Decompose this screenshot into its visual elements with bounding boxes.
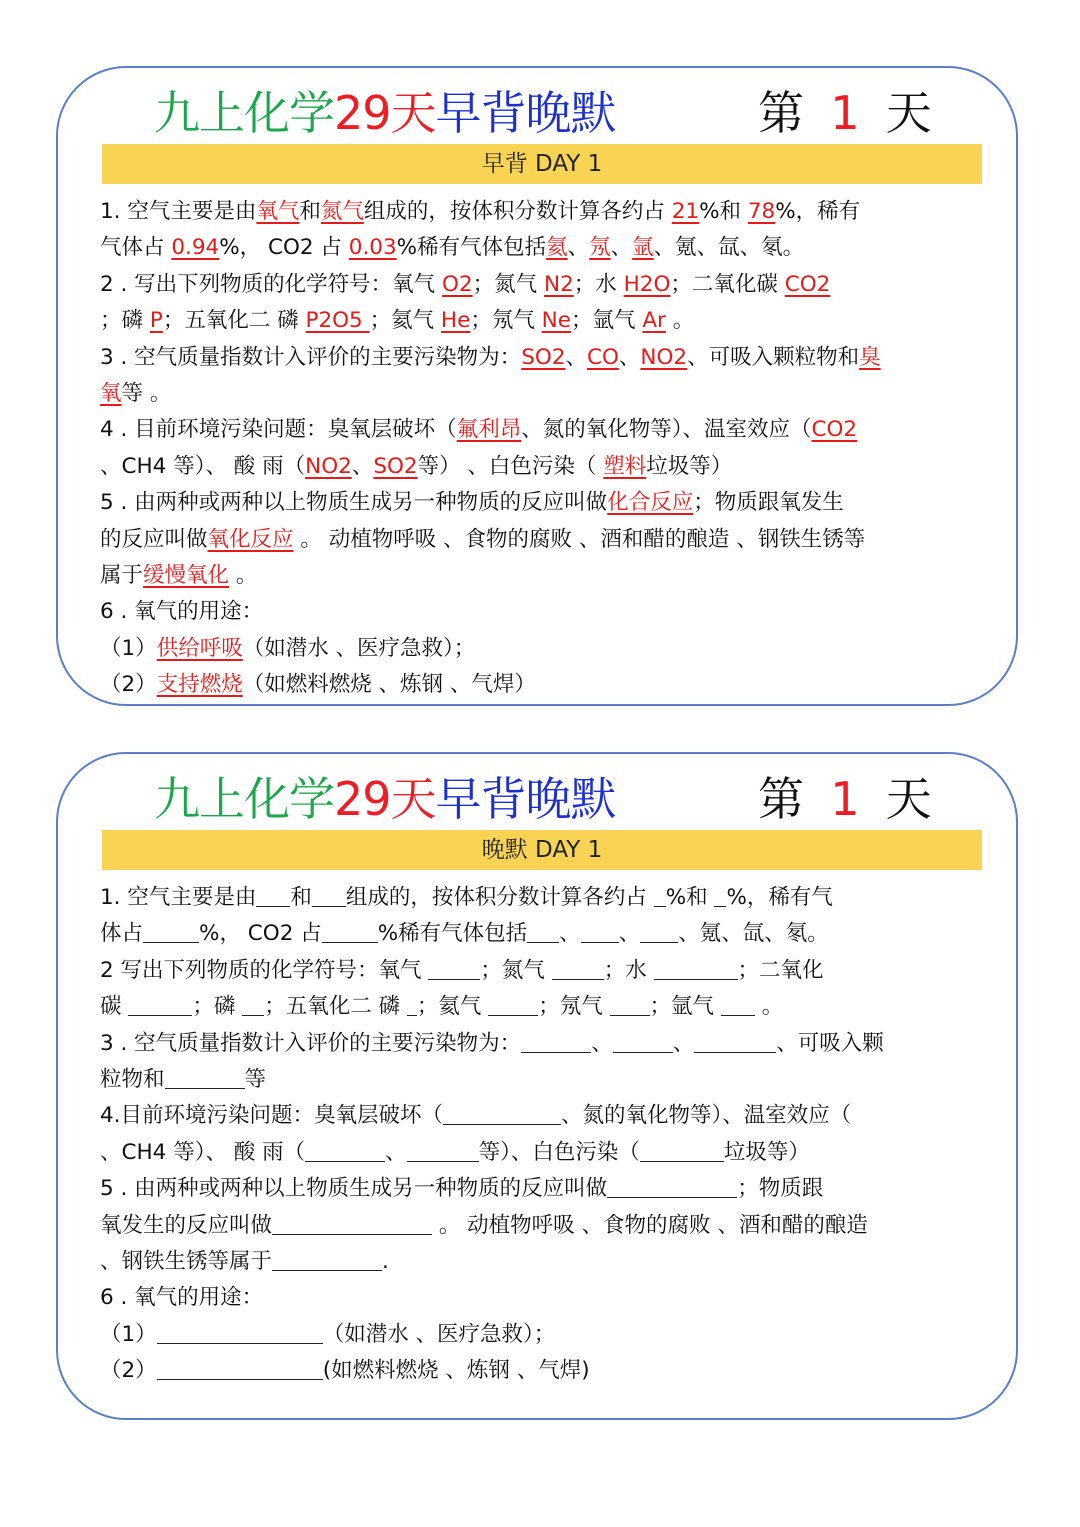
answer: 供给呼吸 [156, 635, 243, 661]
answer: 臭 [859, 344, 881, 370]
text: ；氮气 [472, 271, 544, 297]
answer: 氧 [100, 380, 122, 406]
text: ；水 [573, 271, 624, 297]
text: 、 [591, 1030, 613, 1056]
blank-field[interactable] [165, 1066, 245, 1089]
text: 、可吸入颗粒物和 [687, 344, 860, 370]
answer: 0.03 [348, 235, 397, 261]
morning-content [100, 194, 980, 703]
answer: 78 [747, 199, 776, 224]
title-part-3: 早背晚默 [435, 86, 616, 140]
m-q1-line1 [100, 194, 980, 230]
blank-field[interactable] [552, 957, 604, 980]
text: 3 . 空气质量指数计入评价的主要污染物为： [100, 344, 522, 370]
text: 、 [567, 235, 590, 261]
text: 、氪、氙、氡。 [678, 921, 829, 947]
text: 氧发生的反应叫做 [100, 1212, 273, 1238]
e-q1-line1 [100, 880, 980, 916]
e-q1-line2 [100, 916, 980, 952]
answer: O2 [442, 271, 473, 297]
text: ；氩气 [570, 308, 643, 334]
answer: 21 [671, 199, 700, 224]
text: 、 [618, 921, 641, 947]
answer: 氧气 [256, 199, 300, 224]
answer: 氮气 [320, 199, 364, 224]
m-q6-title [100, 594, 980, 630]
blank-field[interactable] [242, 993, 264, 1016]
m-q5-line1 [100, 485, 980, 521]
blank-field[interactable] [521, 1030, 591, 1053]
blank-field[interactable] [305, 1139, 385, 1162]
text: 、钢铁生锈等属于 [100, 1248, 273, 1274]
m-q5-line3 [100, 558, 980, 594]
day-label [758, 768, 931, 830]
m-q3-line1 [100, 340, 980, 376]
answer: CO [586, 344, 619, 370]
answer: 塑料 [603, 453, 647, 479]
day-suffix: 天 [885, 86, 931, 140]
blank-field[interactable] [407, 1139, 479, 1162]
blank-field[interactable] [714, 884, 726, 907]
title-part-2: 29天 [334, 772, 436, 826]
blank-field[interactable] [527, 920, 559, 943]
text: 2 写出下列物质的化学符号：氧气 [100, 957, 429, 983]
day-prefix: 第 [758, 772, 803, 826]
answer: NO2 [305, 453, 352, 479]
e-q5-line2 [100, 1208, 980, 1244]
blank-field[interactable] [640, 920, 678, 943]
text: 、 [351, 453, 374, 479]
text: 粒物和 [100, 1066, 165, 1092]
e-q2-line1 [100, 953, 980, 989]
text: %，稀有 [775, 199, 861, 224]
m-q6-item1 [100, 631, 980, 667]
day-number: 1 [830, 86, 859, 140]
answer: 氖 [589, 235, 611, 261]
text: 、 [565, 344, 587, 370]
answer: 氩 [632, 235, 654, 261]
text: （如燃料燃烧 、炼钢 、气焊） [242, 672, 536, 698]
day-number: 1 [830, 772, 859, 826]
text: ；氦气 [416, 994, 489, 1020]
day-suffix: 天 [885, 772, 931, 826]
text: 、CH4 等）、 酸 雨（ [100, 453, 306, 479]
text: （2） [100, 1358, 157, 1384]
text: ；五氧化二 磷 [264, 994, 407, 1020]
answer: Ar [642, 308, 666, 334]
evening-content [100, 880, 980, 1389]
blank-field[interactable] [694, 1030, 776, 1053]
e-q6-item1 [100, 1317, 980, 1353]
text: . [382, 1248, 389, 1274]
text: 6 . 氧气的用途： [100, 1285, 264, 1311]
blank-field[interactable] [143, 920, 199, 943]
page-title [154, 82, 974, 144]
text: 垃圾等） [723, 1139, 810, 1165]
text: %和 [699, 199, 748, 224]
m-q5-line2 [100, 522, 980, 558]
text: 、氮的氧化物等）、温室效应（ [561, 1103, 852, 1129]
text: 组成的，按体积分数计算各约占 [363, 199, 672, 224]
text: 、 [672, 1030, 695, 1056]
text: ；水 [603, 957, 654, 983]
blank-field[interactable] [654, 957, 738, 980]
text: %和 [665, 885, 715, 910]
blank-field[interactable] [640, 1139, 724, 1162]
answer: Ne [541, 308, 571, 334]
m-q3-line2 [100, 376, 980, 412]
text: 1. 空气主要是由 [100, 885, 257, 910]
text: %，稀有气 [726, 885, 833, 910]
m-q4-line2 [100, 449, 980, 485]
e-q2-line2 [100, 989, 980, 1025]
text: ；二氧化 [737, 957, 824, 983]
blank-field[interactable] [581, 920, 619, 943]
text: 4.目前环境污染问题：臭氧层破坏（ [100, 1103, 444, 1129]
text: 5 . 由两种或两种以上物质生成另一种物质的反应叫做 [100, 1176, 608, 1202]
text: ；物质跟氧发生 [693, 490, 844, 516]
answer: 缓慢氧化 [143, 562, 230, 588]
answer: 氧化反应 [207, 526, 294, 552]
text: 属于 [100, 562, 144, 588]
blank-field[interactable] [654, 884, 666, 907]
page-title [154, 768, 974, 830]
answer: 0.94 [171, 235, 220, 261]
text: ；磷 [100, 308, 150, 334]
e-q4-line2 [100, 1135, 980, 1171]
answer: CO2 [784, 271, 831, 297]
text: (如燃料燃烧 、炼钢 、气焊) [322, 1358, 590, 1384]
e-q6-title [100, 1280, 980, 1316]
day-label [758, 82, 931, 144]
m-q2-line1 [100, 267, 980, 303]
blank-field[interactable] [488, 993, 538, 1016]
text: （2） [100, 672, 157, 698]
blank-field[interactable] [443, 1102, 561, 1125]
text: %稀有气体包括 [396, 235, 547, 261]
morning-banner: 早背 DAY 1 [102, 144, 982, 184]
blank-field[interactable] [256, 884, 290, 907]
text: 、CH4 等）、 酸 雨（ [100, 1139, 306, 1165]
text: 、 [385, 1139, 407, 1165]
m-q4-line1 [100, 412, 980, 448]
text: 等 [244, 1066, 267, 1092]
answer: 化合反应 [607, 490, 694, 516]
blank-field[interactable] [272, 1248, 382, 1271]
answer: CO2 [811, 417, 858, 443]
evening-card [56, 752, 1018, 1420]
e-q3-line2 [100, 1062, 980, 1098]
text: %稀有气体包括 [377, 921, 528, 947]
answer: NO2 [640, 344, 688, 370]
title-part-1: 九上化学 [154, 772, 334, 826]
blank-field[interactable] [322, 920, 378, 943]
evening-banner: 晚默 DAY 1 [102, 830, 982, 870]
answer: He [440, 308, 471, 334]
text: %， CO2 占 [219, 235, 349, 261]
text: （1） [100, 635, 157, 661]
text: 5 . 由两种或两种以上物质生成另一种物质的反应叫做 [100, 490, 608, 516]
e-q4-line1 [100, 1098, 980, 1134]
text: ；氮气 [480, 957, 552, 983]
answer: SO2 [373, 453, 418, 479]
text: （如潜水 、医疗急救）； [242, 635, 476, 661]
text: 。 动植物呼吸 、食物的腐败 、酒和醋的酿造 、钢铁生锈等 [293, 526, 866, 552]
title-part-2: 29天 [334, 86, 436, 140]
text: 、 [618, 344, 641, 370]
text: 和 [299, 199, 321, 224]
answer: H2O [623, 271, 671, 297]
text: ；氖气 [470, 308, 542, 334]
text: 气体占 [100, 235, 172, 261]
text: 、 [559, 921, 581, 947]
text: 4 . 目前环境污染问题：臭氧层破坏（ [100, 417, 457, 443]
text: 2 . 写出下列物质的化学符号：氧气 [100, 271, 443, 297]
m-q1-line2 [100, 230, 980, 266]
text: 等 。 [121, 380, 172, 406]
blank-field[interactable] [157, 1357, 323, 1380]
text: ；氩气 [649, 994, 721, 1020]
answer: N2 [543, 271, 574, 297]
blank-field[interactable] [407, 993, 417, 1016]
answer: 氦 [546, 235, 568, 261]
text: ；氖气 [538, 994, 610, 1020]
blank-field[interactable] [128, 993, 192, 1016]
e-q3-line1 [100, 1026, 980, 1062]
blank-field[interactable] [272, 1212, 432, 1235]
answer: SO2 [521, 344, 566, 370]
answer: 支持燃烧 [156, 672, 243, 698]
answer: P2O5 [305, 308, 370, 334]
text: 。 动植物呼吸 、食物的腐败 、酒和醋的酿造 [432, 1212, 868, 1238]
title-part-1: 九上化学 [154, 86, 334, 140]
text: ；二氧化碳 [670, 271, 785, 297]
text: （如潜水 、医疗急救）； [322, 1321, 556, 1347]
e-q5-line1 [100, 1171, 980, 1207]
e-q6-item2 [100, 1353, 980, 1389]
text: ；五氧化二 磷 [162, 308, 306, 334]
morning-card [56, 66, 1018, 706]
text: 等） 、白色污染（ [417, 453, 604, 479]
text: 组成的，按体积分数计算各约占 [345, 885, 654, 910]
blank-field[interactable] [428, 957, 480, 980]
text: 1. 空气主要是由 [100, 199, 257, 224]
blank-field[interactable] [312, 884, 346, 907]
text: 、可吸入颗 [776, 1030, 884, 1056]
text: 。 [665, 308, 695, 334]
title-part-3: 早背晚默 [435, 772, 616, 826]
text: 碳 [100, 994, 129, 1020]
text: 。 [754, 994, 784, 1020]
text: 垃圾等） [646, 453, 733, 479]
text: ；物质跟 [737, 1176, 824, 1202]
blank-field[interactable] [157, 1321, 323, 1344]
text: 和 [290, 885, 312, 910]
day-prefix: 第 [758, 86, 803, 140]
text: （1） [100, 1321, 157, 1347]
text: 、 [610, 235, 633, 261]
text: 、氮的氧化物等）、温室效应（ [521, 417, 812, 443]
text: 、氪、氙、氡。 [653, 235, 805, 261]
text: 3 . 空气质量指数计入评价的主要污染物为： [100, 1030, 522, 1056]
text: 体占 [100, 921, 144, 947]
blank-field[interactable] [613, 1030, 673, 1053]
text: ；磷 [192, 994, 243, 1020]
text: 的反应叫做 [100, 526, 208, 552]
text: 等）、白色污染（ [478, 1139, 640, 1165]
m-q2-line2 [100, 303, 980, 339]
text: %， CO2 占 [199, 921, 322, 947]
blank-field[interactable] [721, 993, 755, 1016]
e-q5-line3 [100, 1244, 980, 1280]
text: 6 . 氧气的用途： [100, 599, 264, 625]
m-q6-item2 [100, 667, 980, 703]
text: 。 [229, 562, 258, 588]
blank-field[interactable] [607, 1175, 737, 1198]
answer: 氟利昂 [456, 417, 522, 443]
answer: P [149, 308, 163, 334]
blank-field[interactable] [610, 993, 650, 1016]
text: ；氦气 [369, 308, 441, 334]
